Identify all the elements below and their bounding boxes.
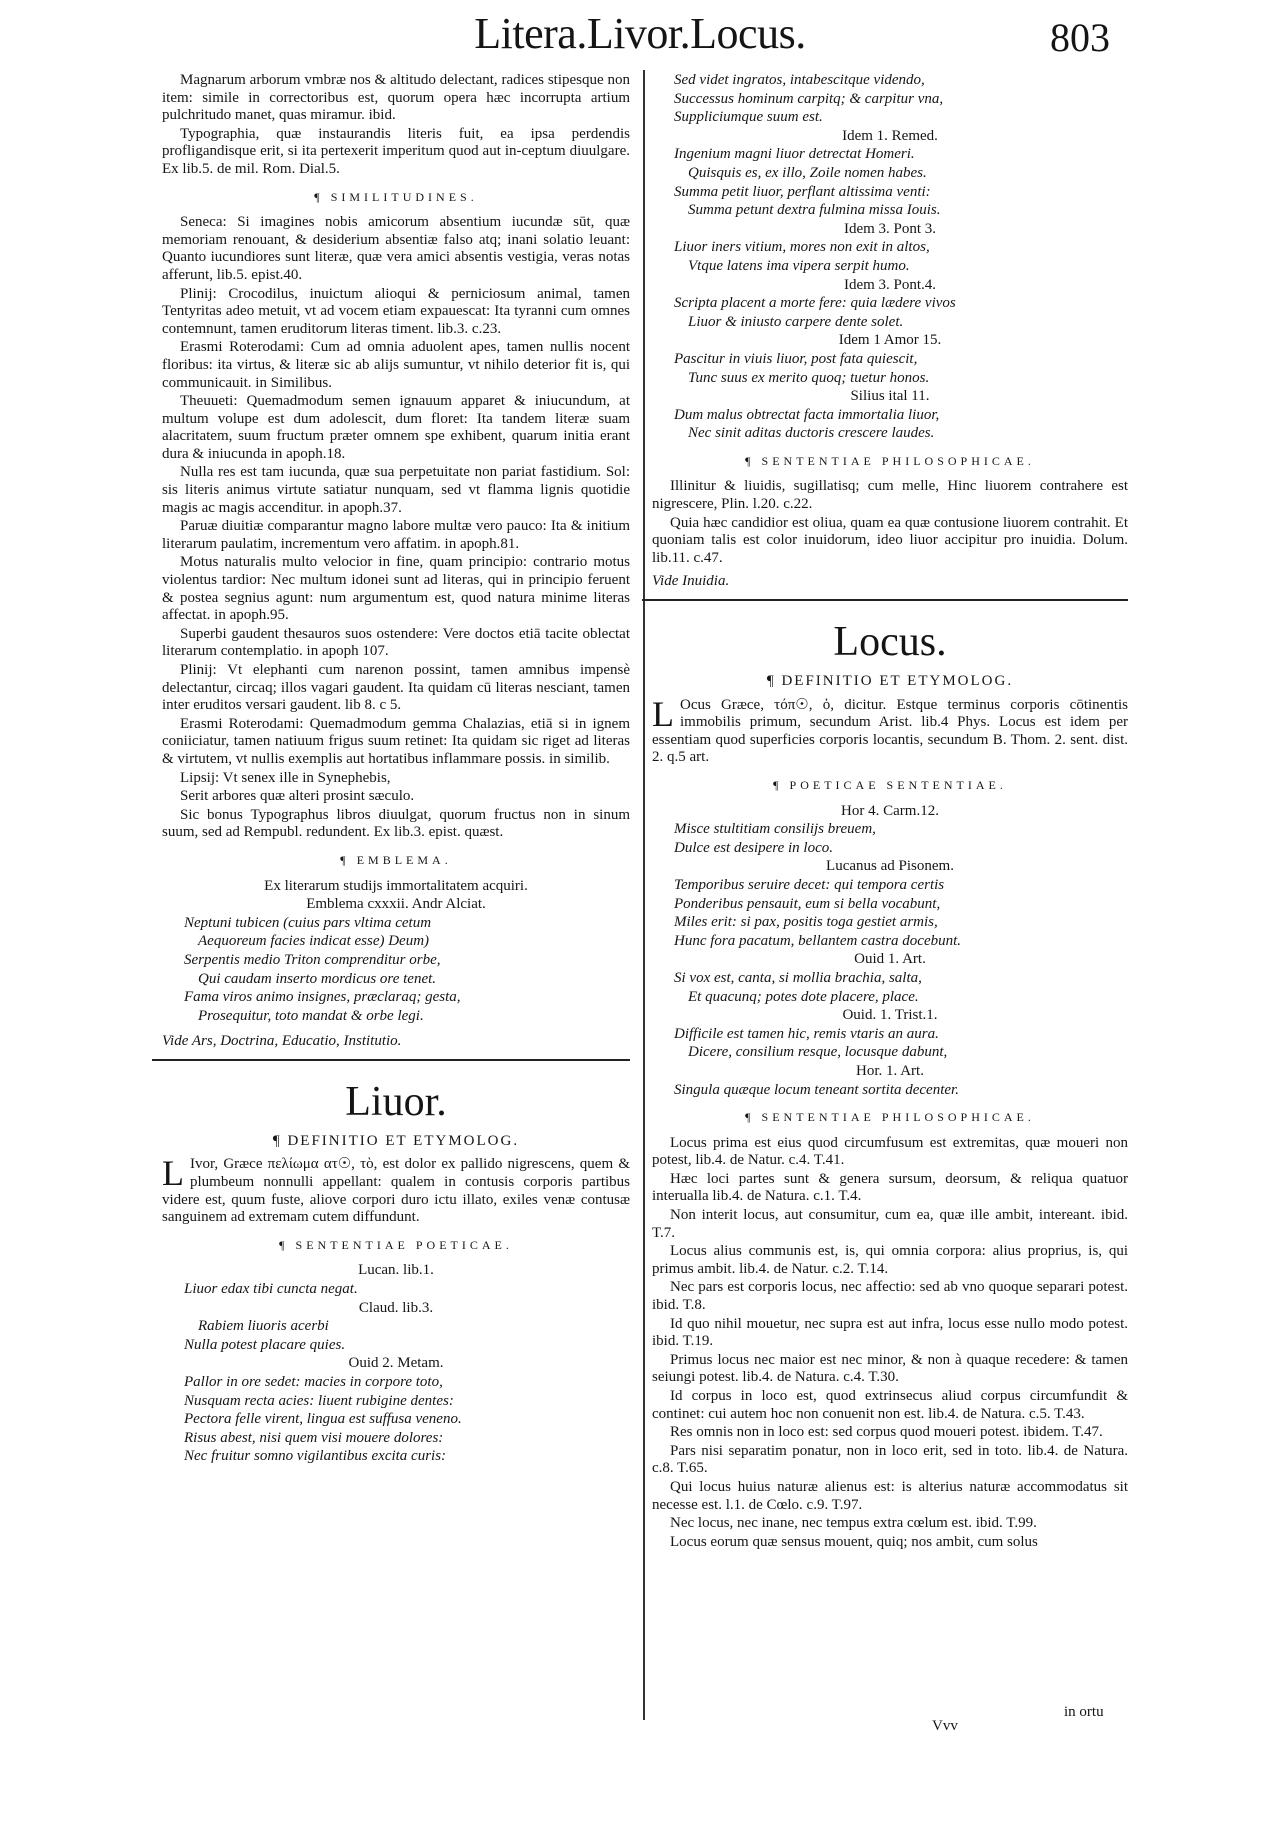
liuor-definition-heading: ¶ DEFINITIO ET ETYMOLOG.	[272, 1132, 520, 1149]
verse-line: Neptuni tubicen (cuius pars vltima cetum	[184, 914, 432, 931]
verse-line: Fama viros animo insignes, præclaraq; gesta,	[184, 989, 461, 1006]
similitude-paragraph: Plinij: Vt elephanti cum narenon possint, tamen amnibus impensè delectantur, circaq; illos vagari gaudent. Ita quidam cū literas nesciant, tamen inter eruditos versari gaudent. lib 8. c 5.	[162, 662, 630, 714]
verse-line: Serpentis medio Triton comprenditur orbe,	[184, 951, 441, 968]
verse-line: Hunc fora pacatum, bellantem castra docebunt.	[674, 932, 962, 949]
verse-line: Liuor & iniusto carpere dente solet.	[688, 313, 904, 330]
source-reference: Ouid 1. Art.	[854, 951, 926, 968]
verse-line: Dulce est desipere in loco.	[674, 839, 833, 856]
similitude-paragraph: Seneca: Si imagines nobis amicorum absentium iucundæ sūt, quæ memoriam renouant, & desiderium absentiæ falso atq; inani solatio leuant: Quanto iucundiores sunt literæ, quæ vera amici absentis vestigia, veras notas afferunt, lib.5. epist.40.	[162, 214, 630, 283]
verse-line: Liuor edax tibi cuncta negat.	[184, 1281, 358, 1298]
source-reference: Hor. 1. Art.	[856, 1062, 924, 1079]
verse-line: Summa petunt dextra fulmina missa Iouis.	[688, 202, 941, 219]
source-reference: Hor 4. Carm.12.	[841, 802, 939, 819]
similitude-paragraph: Sic bonus Typographus libros diuulgat, quorum fructus non in sinum suum, sed ad Rempubl. redundent. Ex lib.3. epist. quæst.	[162, 806, 630, 841]
source-reference: Idem 3. Pont 3.	[843, 220, 937, 237]
similitude-paragraph: Paruæ diuitiæ comparantur magno labore multæ vero pauco: Ita & initium literarum paulatim, incrementum vero affatim. in apoph.81.	[162, 518, 630, 552]
source-reference: Claud. lib.3.	[358, 1299, 434, 1316]
sentence-paragraph: Locus prima est eius quod circumfusum est extremitas, quæ moueri non potest, lib.4. de Natur. c.4. T.41.	[652, 1134, 1128, 1169]
drop-capital: L	[162, 1153, 184, 1194]
verse-line: Ingenium magni liuor detrectat Homeri.	[674, 146, 915, 163]
verse-line: Aequoreum facies indicat esse) Deum)	[198, 933, 430, 950]
similitude-paragraph: Motus naturalis multo velocior in fine, quam principio: contrario motus violentus tardior: Nec multum idonei sunt ad literas, qui in principio feruent & postea segnius agunt: num argumentum est, quod natura minime literas affectat. in apoph.95.	[162, 554, 630, 624]
liuor-definition-text: Ivor, Græce πελίωμα ατ☉, τὸ, est dolor ex pallido nigrescens, quem & plumbeum nonnulli appellant: qualem in contusis corporis partibus videre est, quum fuste, aliove corpori duro ictu illato, exiles venæ contusæ sanguinem ad extremam cutem diffundunt.	[162, 1156, 630, 1226]
similitude-paragraph: Erasmi Roterodami: Quemadmodum gemma Chalazias, etiā si in ignem coniiciatur, tamen natiuum frigus suum retinet: Ita quidam sic riget ad literas & virtutem, vt nullis exemplis aut hortatibus inflammare possis. in similib.	[162, 715, 630, 767]
emblema-intro: Ex literarum studijs immortalitatem acquiri.	[264, 877, 528, 894]
liuor-title: Liuor.	[345, 1078, 447, 1125]
source-reference: Idem 3. Pont.4.	[843, 276, 937, 293]
emblema-heading: ¶ EMBLEMA.	[340, 852, 452, 867]
verse-line: Et quacunq; potes dote placere, place.	[688, 988, 919, 1005]
sentence-paragraph: Nec pars est corporis locus, nec affectio: sed ab vno quoque separari potest. ibid. T.8.	[652, 1279, 1128, 1314]
locus-definition-text: Ocus Græce, τόπ☉, ὁ, dicitur. Estque terminus corporis cōtinentis immobilis primum, secundum Arist. lib.4 Phys. Locus est idem per essentiam quod superficies corporis locantis, secundum B. Thom. 2. sent. dist. 2. q.5 art.	[652, 696, 1128, 766]
similitudines-heading: ¶ SIMILITUDINES.	[314, 189, 478, 204]
verse-line: Risus abest, nisi quem visi mouere dolores:	[184, 1429, 444, 1446]
liuor-definition	[162, 1153, 630, 1226]
liuor-philosophic-heading: ¶ SENTENTIAE PHILOSOPHICAE.	[745, 453, 1035, 468]
page-number: 803	[1050, 15, 1110, 60]
verse-line: Vtque latens ima vipera serpit humo.	[688, 257, 910, 274]
locus-philosophic-heading: ¶ SENTENTIAE PHILOSOPHICAE.	[745, 1110, 1035, 1125]
verse-line: Pallor in ore sedet: macies in corpore toto,	[184, 1374, 443, 1390]
verse-line: Difficile est tamen hic, remis vtaris an aura.	[674, 1025, 939, 1042]
similitude-paragraph: Superbi gaudent thesauros suos ostendere: Vere doctos etiā tacite oblectat literarum contemplatio. in apoph 107.	[162, 625, 630, 660]
verse-line: Quisquis es, ex illo, Zoile nomen habes.	[688, 164, 927, 181]
similitude-paragraph: Serit arbores quæ alteri prosint sæculo.	[180, 788, 415, 805]
running-title: Litera.Livor.Locus.	[474, 9, 806, 58]
section-rule	[152, 1059, 630, 1061]
verse-line: Nec sinit aditas ductoris crescere laudes.	[688, 425, 935, 442]
verse-line: Rabiem liuoris acerbi	[198, 1318, 329, 1335]
similitude-paragraph: Theuueti: Quemadmodum semen ignauum apparet & iniucundum, at multum volupe est dum adolescit, dum floret: Ita tandem literæ suam alacritatem, suum fructum præter omnem spe exhibent, quarum initia erant dura & iniucunda in apoph.18.	[162, 393, 630, 462]
paragraph: Magnarum arborum vmbræ nos & altitudo delectant, radices stipesque non item: simile in correctoribus est, quorum opera hæc incorrupta artium pulchritudo manet, quas miramur. ibid.	[162, 72, 630, 124]
verse-line: Qui caudam inserto mordicus ore tenet.	[198, 970, 437, 987]
sentence-paragraph: Res omnis non in loco est: sed corpus quod moueri potest. ibidem. T.47.	[670, 1424, 1103, 1441]
verse-line: Sed videt ingratos, intabescitque videndo,	[674, 72, 925, 88]
verse-line: Pascitur in viuis liuor, post fata quiescit,	[674, 350, 918, 367]
sentence-paragraph: Illinitur & liuidis, sugillatisq; cum melle, Hinc liuorem contrahere est nigrescere, Plin. l.20. c.22.	[652, 478, 1128, 513]
similitude-paragraph: Lipsij: Vt senex ille in Synephebis,	[180, 769, 391, 786]
verse-line: Dum malus obtrectat facta immortalia liuor,	[674, 406, 940, 423]
similitude-paragraph: Nulla res est tam iucunda, quæ sua perpetuitate non pariat fastidium. Sol: sis literis animus virtute satiatur nunquam, sed vt flamma lignis quotidie magis ac magis accenditur. in apoph.37.	[162, 464, 630, 516]
sentence-paragraph: Pars nisi separatim ponatur, non in loco erit, sed in toto. lib.4. de Natura. c.8. T.65.	[652, 1442, 1128, 1477]
verse-line: Dicere, consilium resque, locusque dabunt,	[688, 1044, 948, 1061]
paragraph: Typographia, quæ instaurandis literis fuit, ea ipsa perdendis profligandisque erit, si ita pertexerit imperitum quod aut in-ceptum diuulgare. Ex lib.5. de mil. Rom. Dial.5.	[162, 125, 630, 177]
sentence-paragraph: Id corpus in loco est, quod extrinsecus aliud corpus circumfundit & continet: cui autem hoc non conuenit non est. lib.4. de Natura. c.5. T.43.	[652, 1388, 1128, 1422]
drop-capital: L	[652, 693, 674, 734]
locus-poetic-list	[652, 803, 1128, 1100]
sentence-paragraph: Primus locus nec maior est nec minor, & non à quaque recedere: & tamen seiungi potest. lib.4. de Natura. c.4. T.30.	[652, 1351, 1128, 1386]
verse-line: Nulla potest placare quies.	[184, 1336, 346, 1353]
sentence-paragraph: Locus alius communis est, is, qui omnia corpora: alius proprius, is, qui primus ambit. lib.4. de Natur. c.2. T.14.	[652, 1243, 1128, 1277]
section-rule	[642, 599, 1128, 601]
locus-title: Locus.	[833, 619, 947, 666]
emblema-reference: Emblema cxxxii. Andr Alciat.	[306, 896, 486, 913]
verse-line: Summa petit liuor, perflant altissima venti:	[674, 183, 931, 200]
cross-reference: Vide Ars, Doctrina, Educatio, Institutio.	[162, 1033, 402, 1050]
source-reference: Idem 1 Amor 15.	[838, 332, 942, 349]
source-reference: Lucan. lib.1.	[358, 1262, 434, 1279]
locus-philosophic-list	[652, 1135, 1128, 1552]
verse-line: Miles erit: si pax, positis toga gestiet armis,	[674, 914, 938, 931]
verse-line: Singula quæque locum teneant sortita decenter.	[674, 1081, 959, 1098]
cross-reference: Vide Inuidia.	[652, 573, 730, 590]
litera-paragraphs	[162, 72, 630, 179]
liuor-poetic-list	[162, 1262, 630, 1466]
verse-line: Prosequitur, toto mandat & orbe legi.	[198, 1007, 424, 1024]
verse-line: Pectora felle virent, lingua est suffusa veneno.	[184, 1411, 462, 1428]
verse-line: Misce stultitiam consilijs breuem,	[674, 821, 876, 838]
emblema-verses	[162, 915, 630, 1026]
sentence-paragraph: Id quo nihil mouetur, nec supra est aut infra, locus esse nullo modo potest. ibid. T.19.	[652, 1315, 1128, 1350]
similitude-paragraph: Plinij: Crocodilus, inuictum alioqui & perniciosum animal, tamen Tentyritas adeo metuit, vt ad vocem etiam expauescat: Ita tyranni cum omnes contemnunt, tamen eruditorum literas timent. lib.3. c.23.	[162, 285, 630, 337]
sentence-paragraph: Non interit locus, aut consumitur, cum ea, quæ ille ambit, intereant. ibid. T.7.	[652, 1207, 1128, 1241]
verse-line: Scripta placent a morte fere: quia lædere vivos	[674, 295, 956, 312]
source-reference: Ouid. 1. Trist.1.	[842, 1007, 938, 1024]
right-column	[640, 72, 1128, 1552]
source-reference: Idem 1. Remed.	[842, 127, 938, 144]
verse-line: Liuor iners vitium, mores non exit in altos,	[674, 239, 930, 256]
liuor-philosophic-list	[652, 478, 1128, 567]
left-column	[162, 72, 630, 1467]
verse-line: Si vox est, canta, si mollia brachia, salta,	[674, 969, 922, 986]
locus-definition-heading: ¶ DEFINITIO ET ETYMOLOG.	[766, 673, 1014, 690]
similitudines-list	[162, 214, 630, 842]
verse-line: Nusquam recta acies: liuent rubigine dentes:	[184, 1392, 454, 1409]
liuor-poetic-heading: ¶ SENTENTIAE POETICAE.	[279, 1237, 513, 1252]
verse-line: Tunc suus ex merito quoq; tuetur honos.	[688, 369, 930, 386]
verse-line: Temporibus seruire decet: qui tempora certis	[674, 876, 945, 893]
catchword: in ortu	[1064, 1704, 1104, 1720]
source-reference: Silius ital 11.	[850, 388, 930, 405]
verse-line: Suppliciumque suum est.	[674, 109, 823, 126]
locus-definition	[652, 693, 1128, 767]
verse-line: Nec fruitur somno vigilantibus excita curis:	[184, 1448, 447, 1465]
sentence-paragraph: Nec locus, nec inane, nec tempus extra cœlum est. ibid. T.99.	[670, 1515, 1037, 1532]
locus-poetic-heading: ¶ POETICAE SENTENTIAE.	[773, 778, 1007, 792]
verse-line: Ponderibus pensauit, eum si bella vocabunt,	[674, 895, 941, 912]
sentence-paragraph: Locus eorum quæ sensus mouent, quiq; nos ambit, cum solus	[670, 1533, 1038, 1550]
sentence-paragraph: Quia hæc candidior est oliua, quam ea quæ contusione liuorem contrahit. Et quoniam talis est color inuidorum, ideo liuor accipitur pro inuidia. Dolum. lib.11. c.47.	[652, 514, 1128, 566]
source-reference: Lucanus ad Pisonem.	[826, 858, 954, 875]
liuor-poetic-continued	[652, 72, 1128, 443]
verse-line: Successus hominum carpitq; & carpitur vna,	[674, 90, 944, 107]
signature-mark: Vvv	[932, 1718, 958, 1734]
similitude-paragraph: Erasmi Roterodami: Cum ad omnia aduolent apes, tamen nullis nocent floribus: ita virtus, & literæ sic ab alijs sumuntur, vt nihilo deterior fit is, qui communicauit. in Similibus.	[162, 339, 630, 391]
sentence-paragraph: Qui locus huius naturæ alienus est: is alterius naturæ accommodatus sit necesse est. l.1. de Cœlo. c.9. T.97.	[652, 1478, 1128, 1513]
sentence-paragraph: Hæc loci partes sunt & genera sursum, deorsum, & reliqua quatuor interualla lib.4. de Natura. c.1. T.4.	[652, 1170, 1128, 1205]
source-reference: Ouid 2. Metam.	[348, 1355, 444, 1372]
